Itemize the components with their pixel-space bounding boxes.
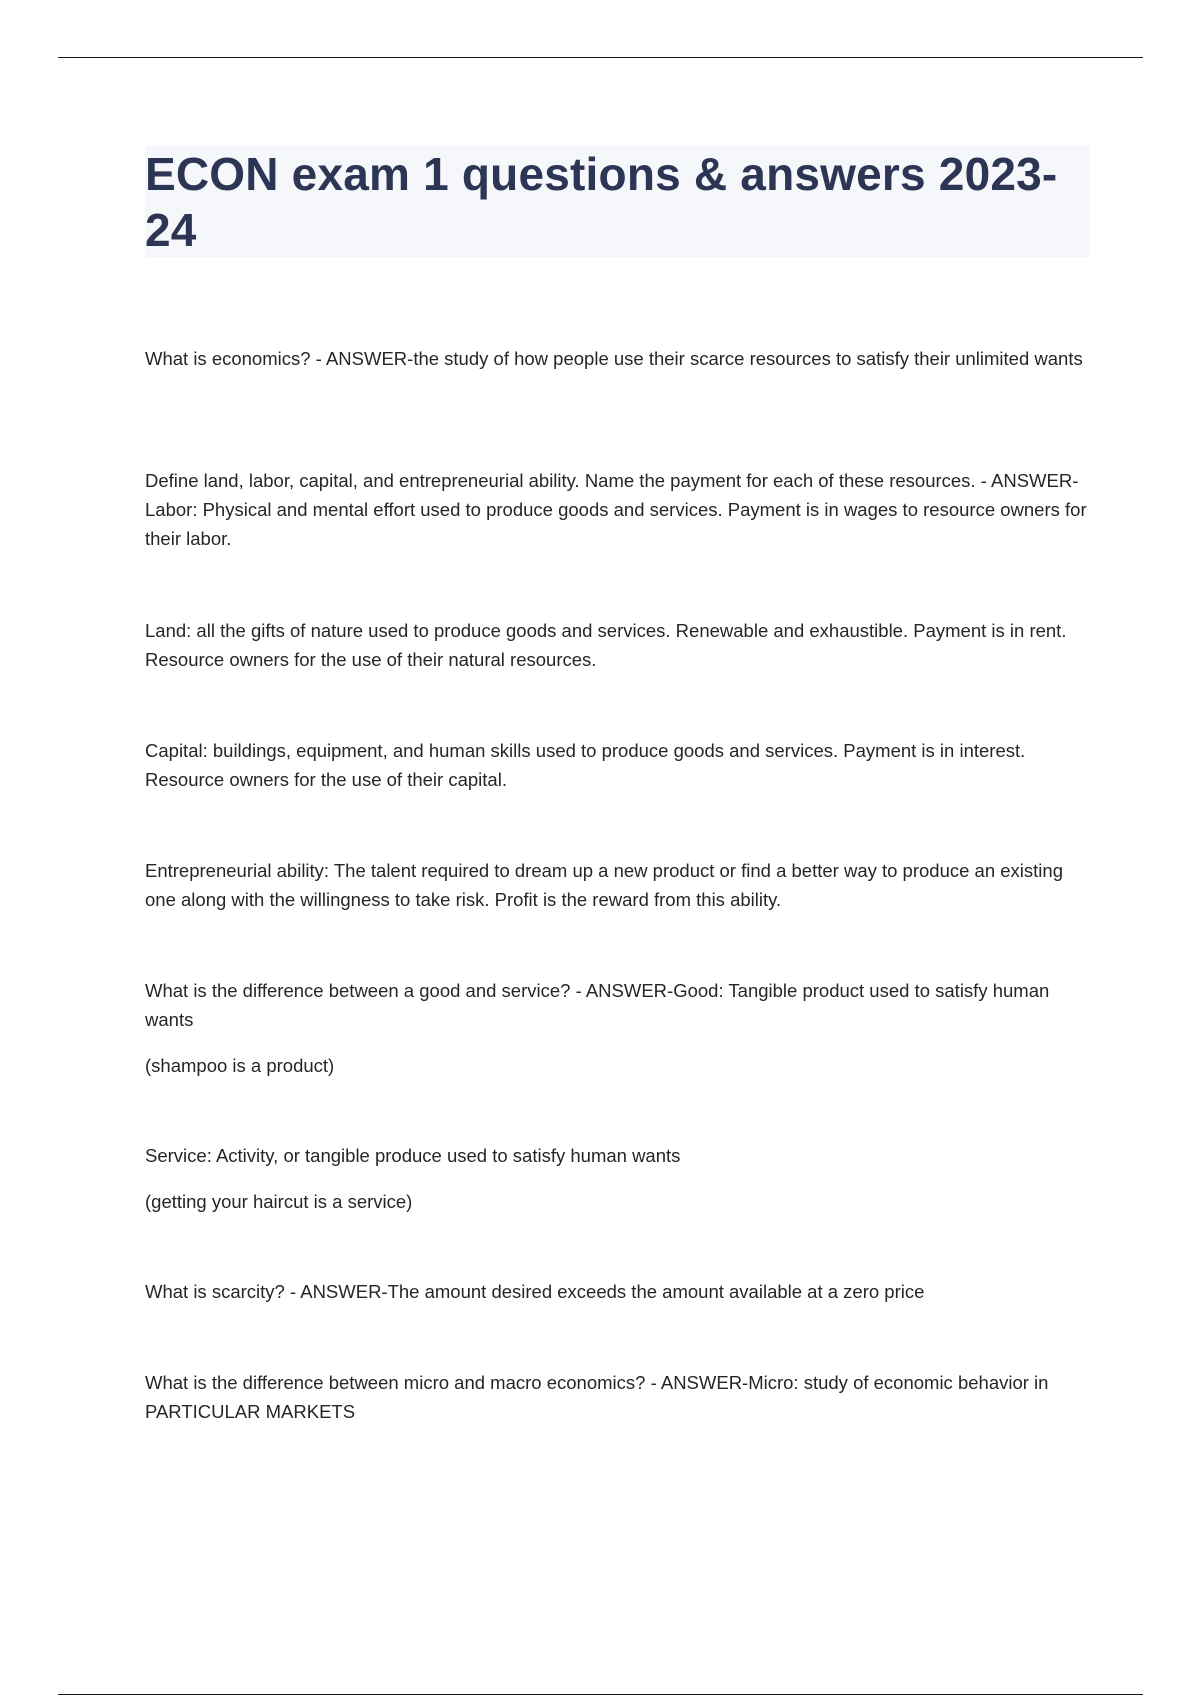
paragraph-micro-vs-macro: What is the difference between micro and macro economics? - ANSWER-Micro: study of economic behavior in PARTICULAR MARKETS	[145, 1372, 1049, 1422]
paragraph-resources-labor: Define land, labor, capital, and entrepreneurial ability. Name the payment for each of these resources. - ANSWER-Labor: Physical and mental effort used to produce goods and services. Payment is in wages to resource owners for their labor.	[145, 470, 1087, 549]
paragraph-scarcity: What is scarcity? - ANSWER-The amount desired exceeds the amount available at a zero price	[145, 1281, 925, 1302]
paragraph-good-vs-service: What is the difference between a good and service? - ANSWER-Good: Tangible product used to satisfy human wants	[145, 980, 1050, 1030]
paragraph-service: Service: Activity, or tangible produce used to satisfy human wants	[145, 1145, 681, 1166]
paragraph-entrepreneurial-ability: Entrepreneurial ability: The talent required to dream up a new product or find a better way to produce an existing one along with the willingness to take risk. Profit is the reward from this ability.	[145, 860, 1063, 910]
paragraph-land: Land: all the gifts of nature used to produce goods and services. Renewable and exhaustible. Payment is in rent. Resource owners for the use of their natural resources.	[145, 620, 1067, 670]
document-title: ECON exam 1 questions & answers 2023-24	[145, 148, 1058, 256]
title-block	[145, 146, 1090, 257]
paragraph-economics-definition: What is economics? - ANSWER-the study of how people use their scarce resources to satisfy their unlimited wants	[145, 348, 1083, 369]
top-rule	[58, 57, 1143, 58]
paragraph-service-example: (getting your haircut is a service)	[145, 1191, 413, 1212]
paragraph-good-example: (shampoo is a product)	[145, 1055, 335, 1076]
paragraph-capital: Capital: buildings, equipment, and human skills used to produce goods and services. Payment is in interest. Resource owners for the use of their capital.	[145, 740, 1026, 790]
bottom-rule	[58, 1694, 1143, 1695]
